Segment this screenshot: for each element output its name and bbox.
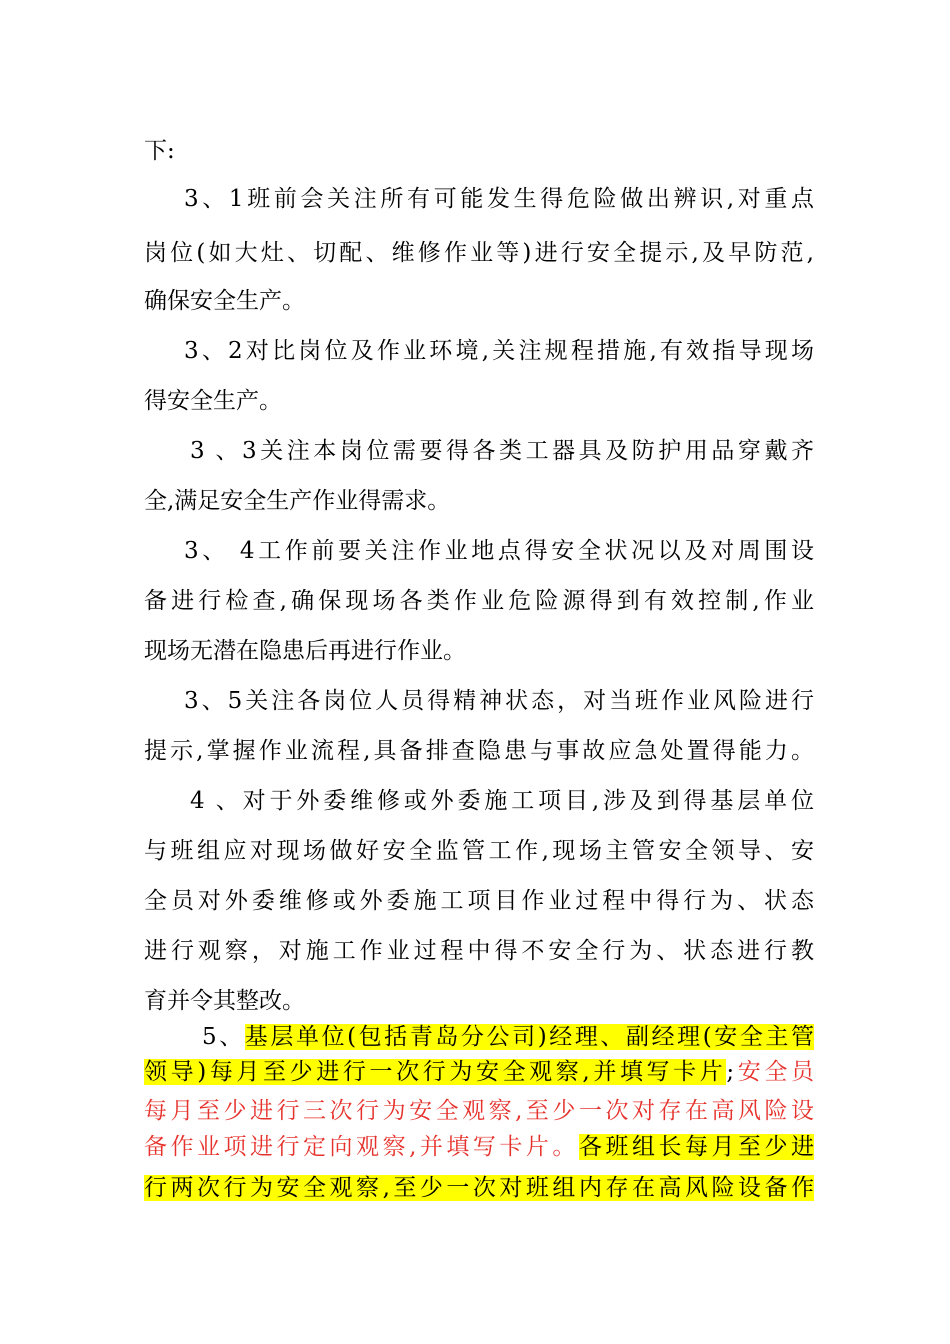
item5-line-3 (144, 1094, 814, 1128)
text-line: 3 、3关注本岗位需要得各类工器具及防护用品穿戴齐 (190, 438, 814, 464)
text-line: 全,满足安全生产作业得需求。 (144, 488, 451, 514)
text-line: 提示,掌握作业流程,具备排查隐患与事故应急处置得能力。 (144, 738, 814, 764)
text-line: 全员对外委维修或外委施工项目作业过程中得行为、状态 (144, 888, 814, 914)
text-line: 3、 4工作前要关注作业地点得安全状况以及对周围设 (184, 538, 814, 564)
text-line: 下: (144, 138, 175, 164)
text-line: 现场无潜在隐患后再进行作业。 (144, 638, 466, 664)
text-line: 进行观察，对施工作业过程中得不安全行为、状态进行教 (144, 938, 814, 964)
text-line: 4 、对于外委维修或外委施工项目,涉及到得基层单位 (190, 788, 814, 814)
text-line: 确保安全生产。 (144, 288, 305, 314)
item5-line-1 (144, 1020, 814, 1054)
highlighted-text: 各班组长每月至少进 (578, 1134, 815, 1160)
item5-line-5 (144, 1171, 814, 1205)
item5-line-4 (144, 1130, 814, 1164)
item5-number: 5、 (202, 1024, 245, 1050)
text-line: 备进行检查,确保现场各类作业危险源得到有效控制,作业 (144, 588, 814, 614)
highlighted-text: 行两次行为安全观察,至少一次对班组内存在高风险设备作 (144, 1175, 814, 1201)
highlighted-text: 领导)每月至少进行一次行为安全观察,并填写卡片 (144, 1059, 727, 1085)
text-line: 3、1班前会关注所有可能发生得危险做出辨识,对重点 (184, 186, 814, 212)
red-text: 备作业项进行定向观察,并填写卡片。 (144, 1134, 579, 1160)
text-line: 3、5关注各岗位人员得精神状态，对当班作业风险进行 (184, 688, 814, 714)
item5-line-2 (144, 1055, 814, 1089)
text-line: 与班组应对现场做好安全监管工作,现场主管安全领导、安 (144, 838, 814, 864)
text-line: 3、2对比岗位及作业环境,关注规程措施,有效指导现场 (184, 338, 814, 364)
text-line: 育并令其整改。 (144, 988, 305, 1014)
text-line: 得安全生产。 (144, 388, 282, 414)
red-text: 每月至少进行三次行为安全观察,至少一次对存在高风险设 (144, 1098, 814, 1124)
red-text: 安全员 (734, 1059, 814, 1085)
text-line: 岗位(如大灶、切配、维修作业等)进行安全提示,及早防范, (144, 240, 814, 266)
highlighted-text: 基层单位(包括青岛分公司)经理、副经理(安全主管 (244, 1024, 814, 1050)
plain-text: ; (726, 1059, 735, 1085)
